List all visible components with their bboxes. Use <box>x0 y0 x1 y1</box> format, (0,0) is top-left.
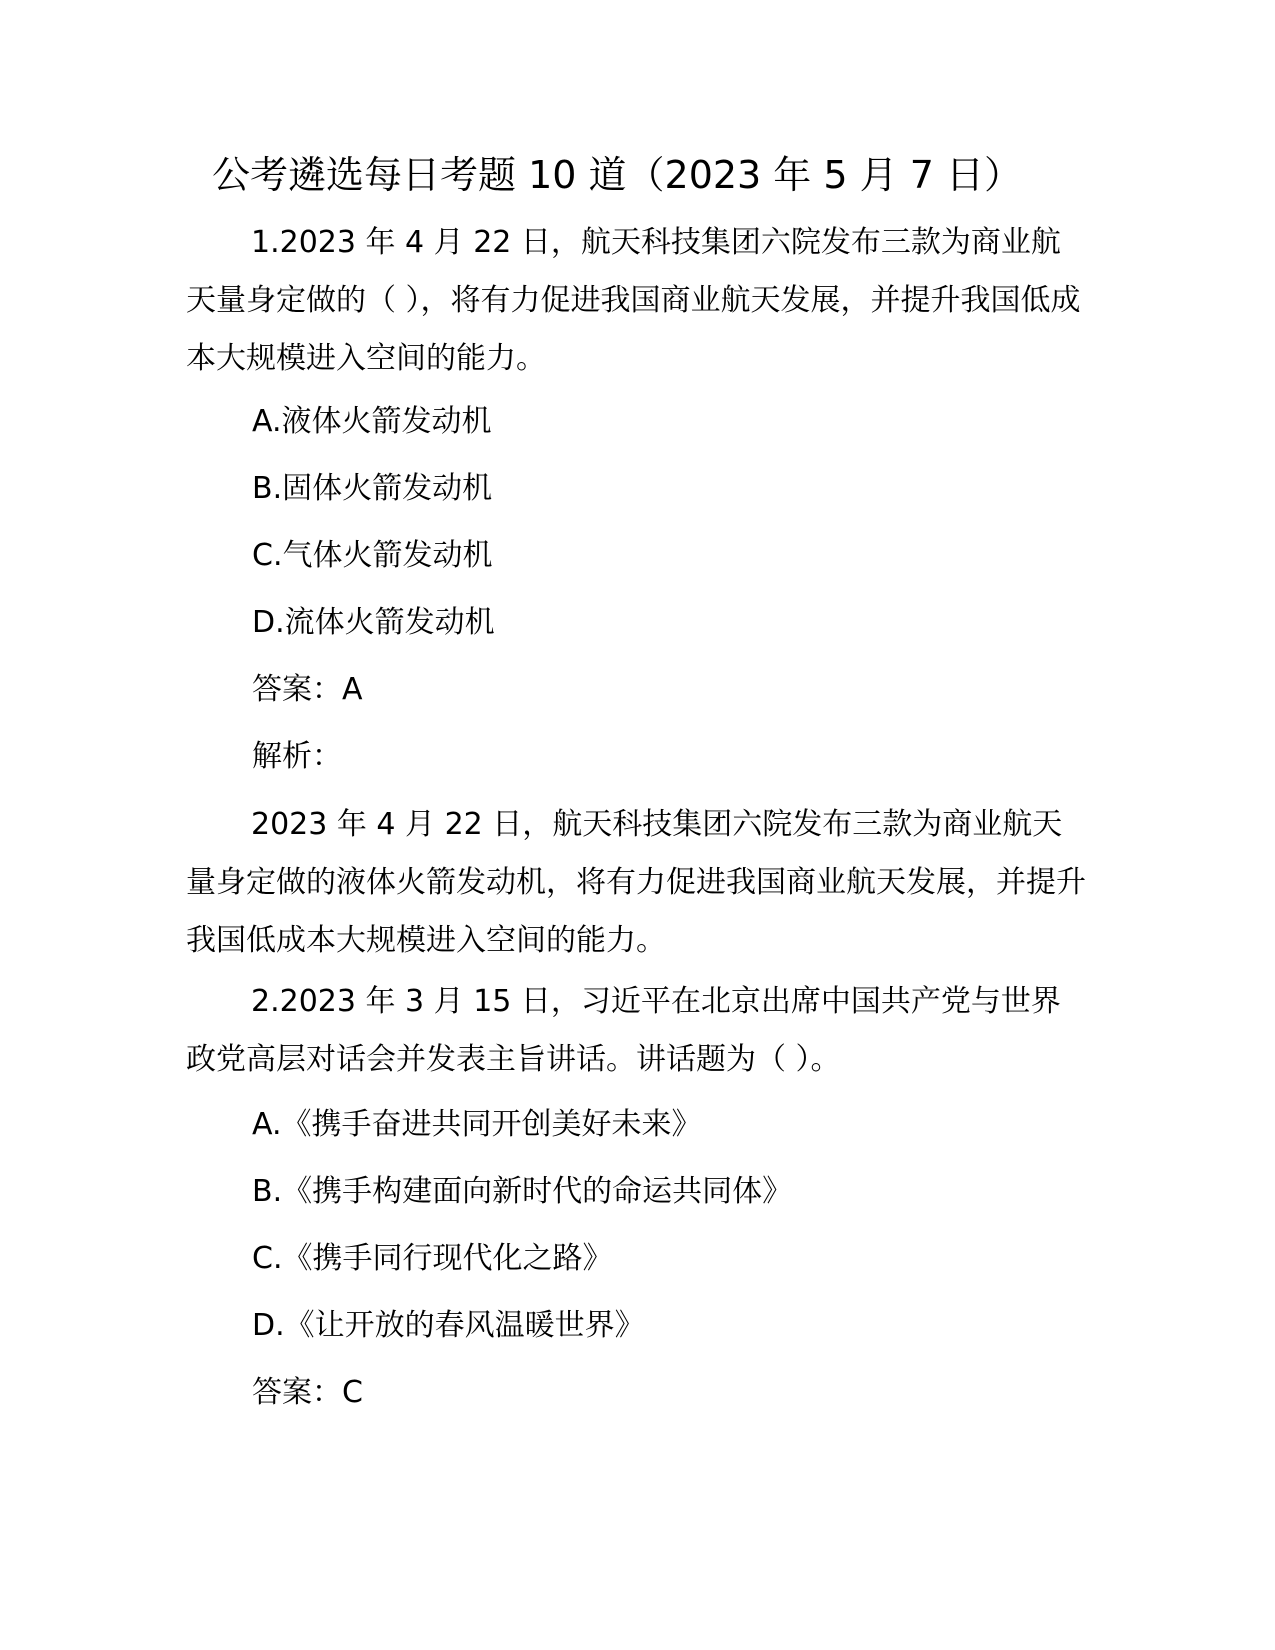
question-2-option-b: B.《携手构建面向新时代的命运共同体》 <box>252 1174 793 1209</box>
question-2-option-d: D.《让开放的春风温暖世界》 <box>252 1308 645 1343</box>
question-1-analysis: 2023 年 4 月 22 日，航天科技集团六院发布三款为商业航天量身定做的液体火箭发动机，将有力促进我国商业航天发展，并提升我国低成本大规模进入空间的能力。 <box>186 807 1086 958</box>
question-1-answer: 答案：A <box>252 672 363 707</box>
page-title: 公考遴选每日考题 10 道（2023 年 5 月 7 日） <box>212 153 1022 197</box>
question-1-stem: 1.2023 年 4 月 22 日，航天科技集团六院发布三款为商业航天量身定做的（ ），将有力促进我国商业航天发展，并提升我国低成本大规模进入空间的能力。 <box>186 225 1081 376</box>
question-1-option-b: B.固体火箭发动机 <box>252 471 493 506</box>
question-2-option-a: A.《携手奋进共同开创美好未来》 <box>252 1107 702 1142</box>
question-2-answer: 答案：C <box>252 1375 363 1410</box>
question-1-option-d: D.流体火箭发动机 <box>252 605 495 640</box>
question-2-stem: 2.2023 年 3 月 15 日，习近平在北京出席中国共产党与世界政党高层对话会并发表主旨讲话。讲话题为（ ）。 <box>186 984 1061 1077</box>
question-1-option-c: C.气体火箭发动机 <box>252 538 493 573</box>
question-1-option-a: A.液体火箭发动机 <box>252 404 492 439</box>
question-1-analysis-label: 解析： <box>252 739 342 774</box>
question-2-option-c: C.《携手同行现代化之路》 <box>252 1241 613 1276</box>
